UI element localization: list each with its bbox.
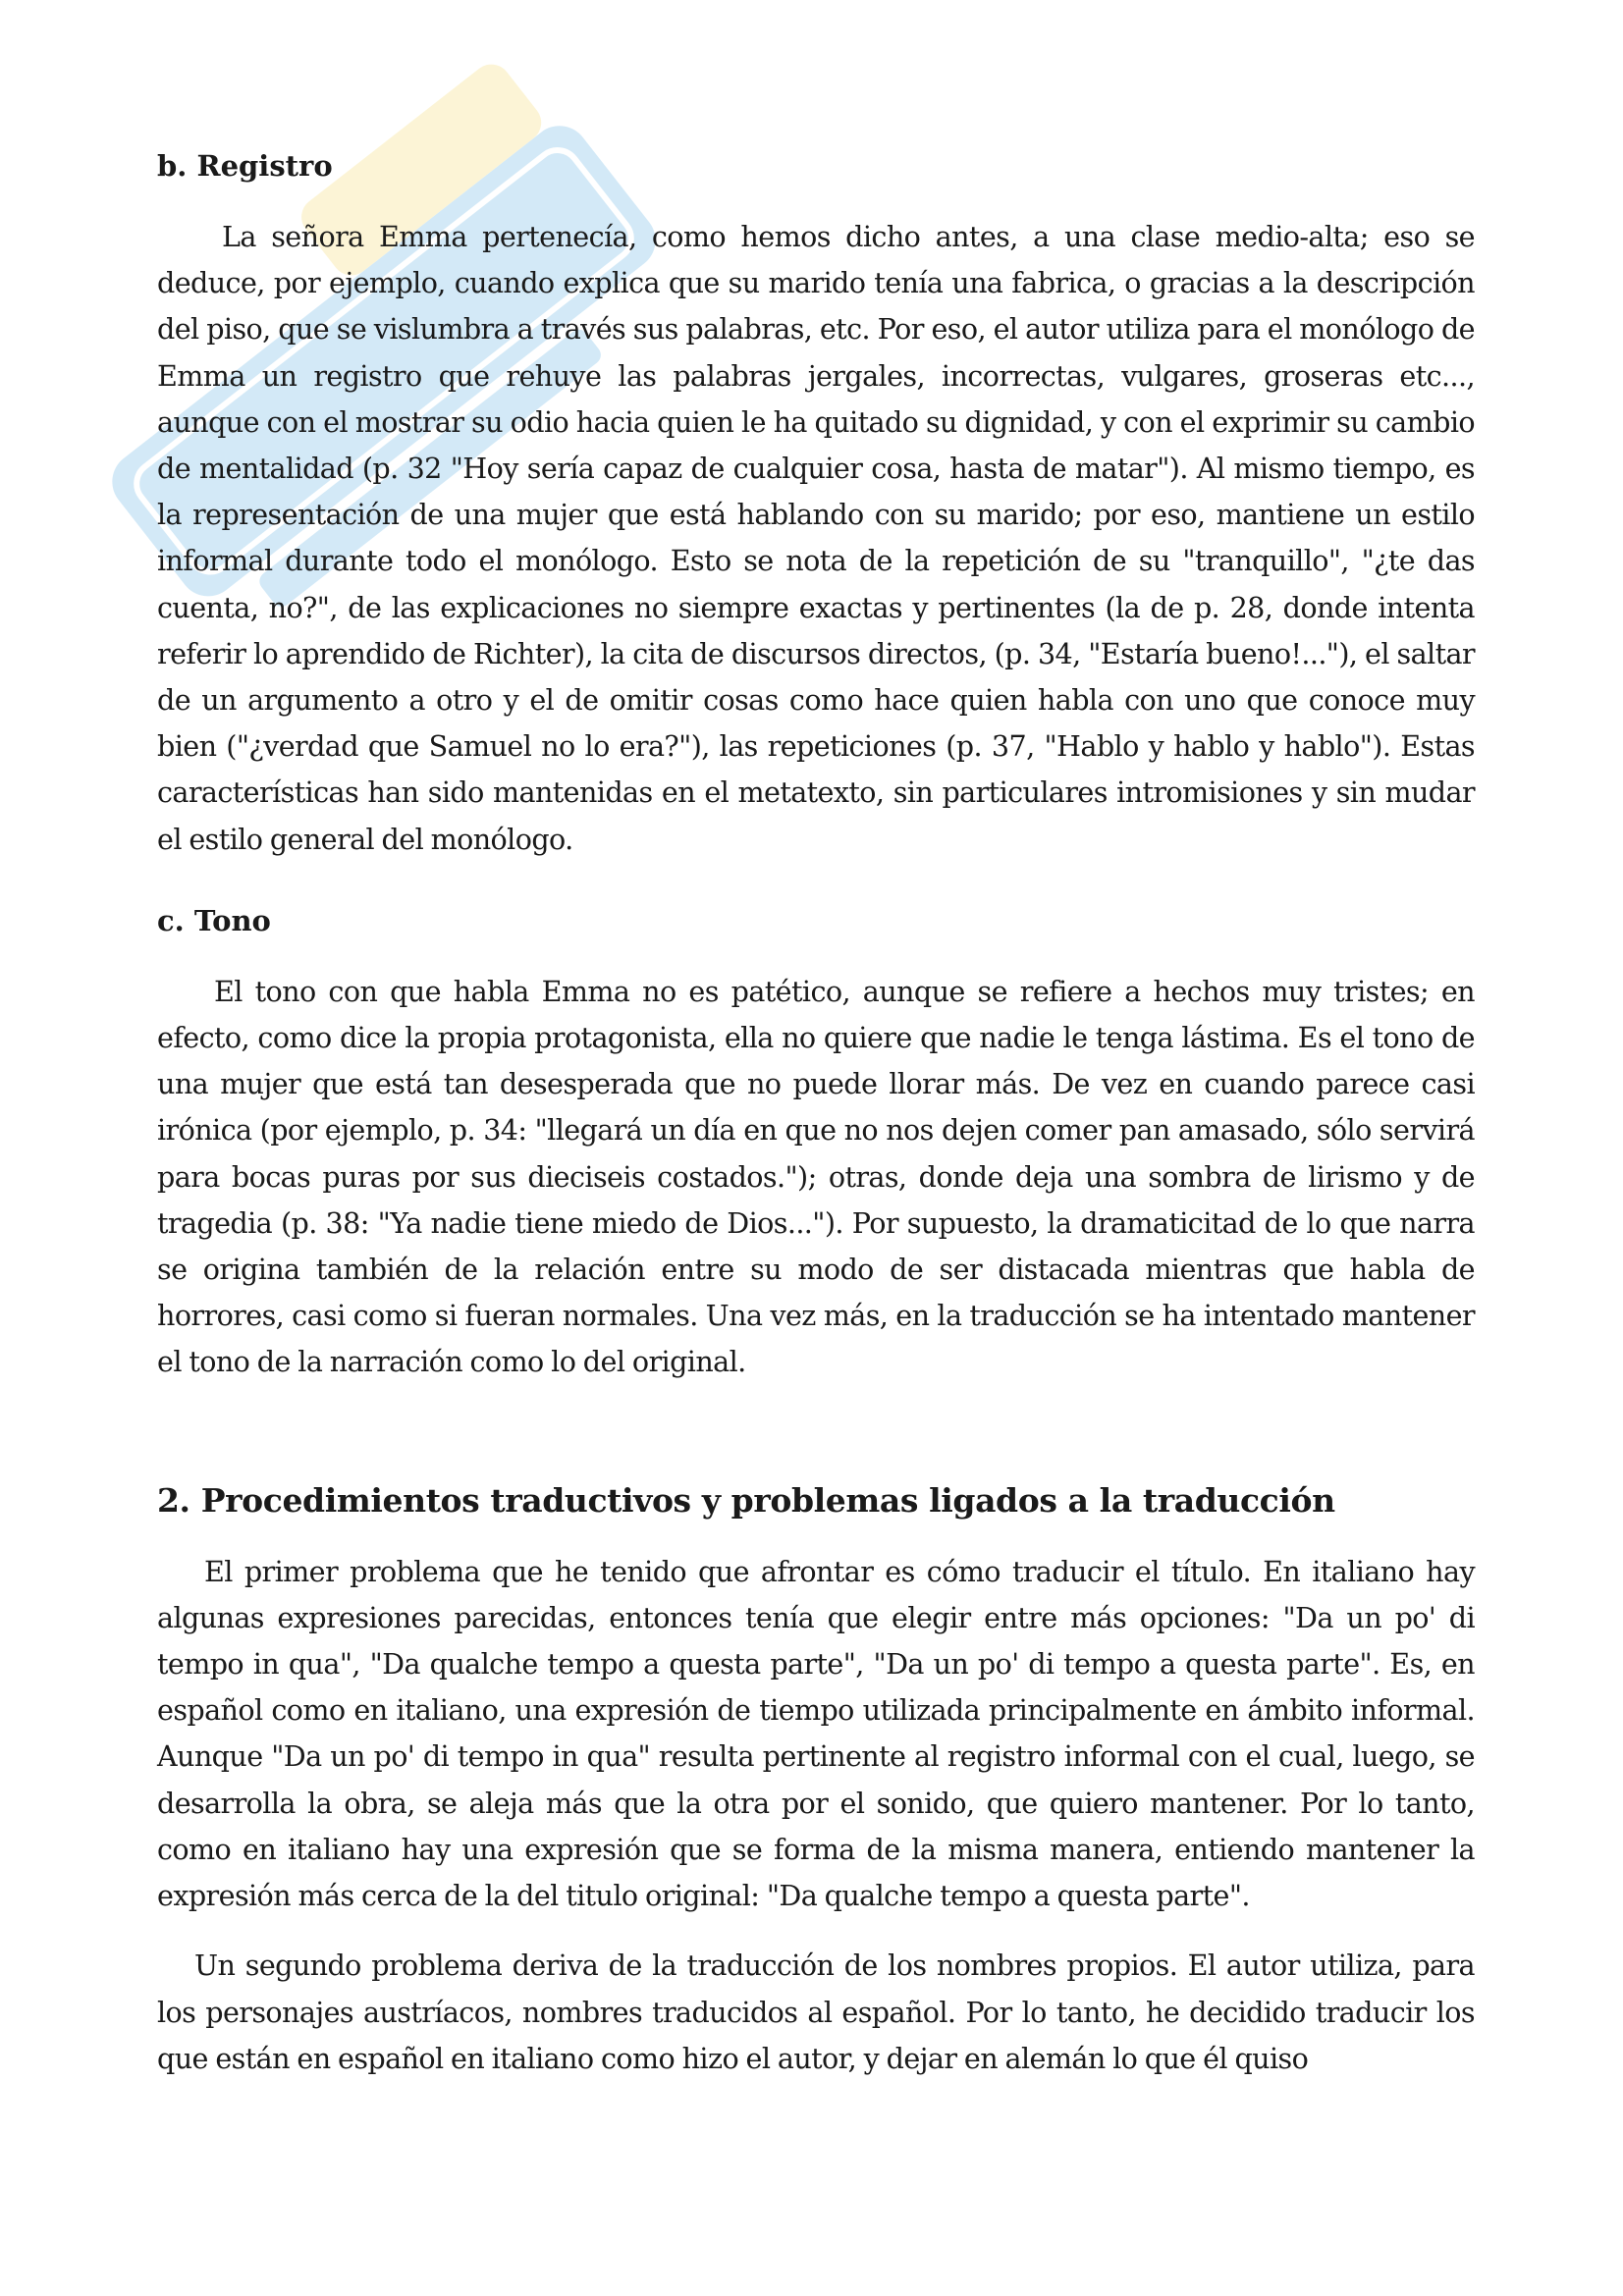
paragraph-tono: El tono con que habla Emma no es patético, aunque se refiere a hechos muy tristes; en efecto, como dice la propia protagonista, ella no quiere que nadie le tenga lástima. Es el tono de una mujer que está tan desesperada que no puede llorar más. De vez en cuando parece casi irónica (por ejemplo, p. 34: "llegará un día en que no nos dejen comer pan amasado, sólo servirá para bocas puras por sus dieciseis costados."); otras, donde deja una sombra de lirismo y de tragedia (p. 38: "Ya nadie tiene miedo de Dios..."). Por supuesto, la dramaticitad de lo que narra se origina también de la relación entre su modo de ser distacada mientras que habla de horrores, casi como si fueran normales. Una vez más, en la traducción se ha intentado mantener el tono de la narración como lo del original. bbox=[157, 974, 1475, 1379]
paragraph-procedimientos-2: Un segundo problema deriva de la traducción de los nombres propios. El autor utiliza, para los personajes austríacos, nombres traducidos al español. Por lo tanto, he decidido traducir los que están en español en italiano como hizo el autor, y dejar en alemán lo que él quiso bbox=[157, 1949, 1475, 2075]
section-heading-registro: b. Registro bbox=[157, 149, 333, 183]
paragraph-procedimientos-1: El primer problema que he tenido que afrontar es cómo traducir el título. En italiano hay algunas expresiones parecidas, entonces tenía que elegir entre más opciones: "Da un po' di tempo in qua", "Da qualche tempo a questa parte", "Da un po' di tempo a questa parte". Es, en español como en italiano, una expresión de tiempo utilizada principalmente en ámbito informal. Aunque "Da un po' di tempo in qua" resulta pertinente al registro informal con el cual, luego, se desarrolla la obra, se aleja más que la otra por el sonido, que quiero mantener. Por lo tanto, como en italiano hay una expresión que se forma de la misma manera, entiendo mantener la expresión más cerca de la del titulo original: "Da qualche tempo a questa parte". bbox=[157, 1554, 1475, 1913]
section-heading-procedimientos: 2. Procedimientos traductivos y problemas ligados a la traducción bbox=[157, 1480, 1335, 1520]
section-heading-tono: c. Tono bbox=[157, 903, 271, 937]
paragraph-registro: La señora Emma pertenecía, como hemos dicho antes, a una clase medio-alta; eso se deduce, por ejemplo, cuando explica que su marido tenía una fabrica, o gracias a la descripción del piso, que se vislumbra a través sus palabras, etc. Por eso, el autor utiliza para el monólogo de Emma un registro que rehuye las palabras jergales, incorrectas, vulgares, groseras etc..., aunque con el mostrar su odio hacia quien le ha quitado su dignidad, y con el exprimir su cambio de mentalidad (p. 32 "Hoy sería capaz de cualquier cosa, hasta de matar"). Al mismo tiempo, es la representación de una mujer que está hablando con su marido; por eso, mantiene un estilo informal durante todo el monólogo. Esto se nota de la repetición de su "tranquillo", "¿te das cuenta, no?", de las explicaciones no siempre exactas y pertinentes (la de p. 28, donde intenta referir lo aprendido de Richter), la cita de discursos directos, (p. 34, "Estaría bueno!..."), el saltar de un argumento a otro y el de omitir cosas como hace quien habla con uno que conoce muy bien ("¿verdad que Samuel no lo era?"), las repeticiones (p. 37, "Hablo y hablo y hablo"). Estas características han sido mantenidas en el metatexto, sin particulares intromisiones y sin mudar el estilo general del monólogo. bbox=[157, 220, 1475, 856]
document-page bbox=[157, 145, 1475, 2106]
